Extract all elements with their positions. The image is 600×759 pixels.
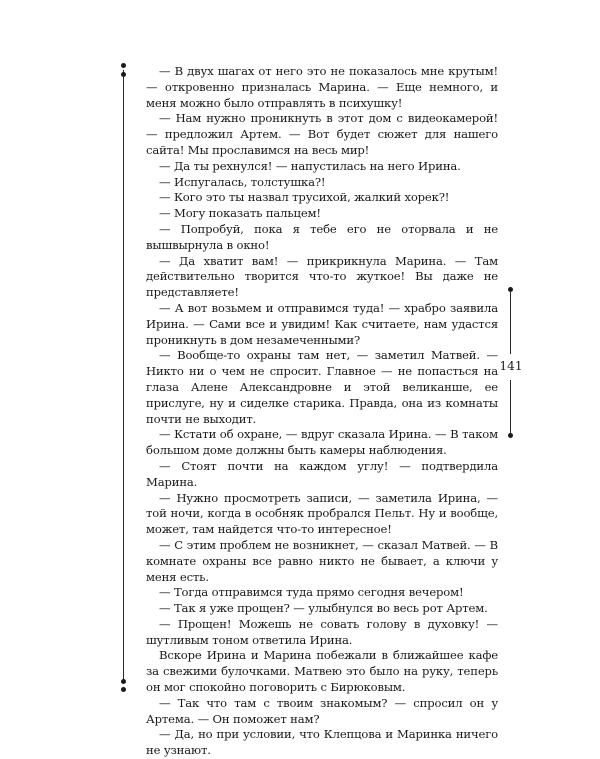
paragraph: — Нужно просмотреть записи, — заметила Ирина, — той ночи, когда в особняк пробрался Пельт. Ну и вообще, может, там найдется что-то интересное! xyxy=(146,490,498,537)
paragraph: — Испугалась, толстушка?! xyxy=(159,174,326,189)
paragraph: — Да, но при условии, что Клепцова и Маринка ничего не узнают. xyxy=(146,727,498,758)
rule-dot xyxy=(121,72,126,77)
paragraph: — Попробуй, пока я тебе его не оторвала и не вышвырнула в окно! xyxy=(146,221,498,252)
paragraph: — Могу показать пальцем! xyxy=(159,206,321,221)
paragraph: — В двух шагах от него это не показалось мне крутым! — откровенно призналась Марина. — Еще немного, и меня можно было отправлять в психушку! xyxy=(146,64,498,110)
paragraph: — Вообще-то охраны там нет, — заметил Матвей. — Никто ни о чем не спросит. Главное — не попасться на глаза Алене Александровне и этой великанше, ее прислуге, ну и сиделке старика. Правда, она из комнаты почти не выходит. xyxy=(146,348,498,426)
page-number: 141 xyxy=(499,359,523,373)
folio-rule-top xyxy=(510,292,511,354)
paragraph: Вскоре Ирина и Марина побежали в ближайшее кафе за свежими булочками. Матвею это было на руку, теперь он мог спокойно поговорить с Бирюковым. xyxy=(146,648,498,695)
paragraph: — Нам нужно проникнуть в этот дом с видеокамерой! — предложил Артем. — Вот будет сюжет для нашего сайта! Мы прославимся на весь мир! xyxy=(146,111,498,157)
left-margin-rule xyxy=(123,70,124,680)
folio-rule-bottom xyxy=(510,380,511,436)
rule-dot xyxy=(121,687,126,692)
paragraph: — Так что там с твоим знакомым? — спросил он у Артема. — Он поможет нам? xyxy=(146,695,498,726)
body-text xyxy=(146,64,498,759)
paragraph: — Прощен! Можешь не совать голову в духовку! — шутливым тоном ответила Ирина. xyxy=(146,616,498,647)
paragraph: — Да ты рехнулся! — напустилась на него Ирина. xyxy=(159,158,461,173)
paragraph: — Да хватит вам! — прикрикнула Марина. — Там действительно творится что-то жуткое! Вы даже не представляете! xyxy=(146,253,498,300)
paragraph: — Стоят почти на каждом углу! — подтвердила Марина. xyxy=(146,458,498,489)
rule-dot xyxy=(121,63,126,68)
paragraph: — Так я уже прощен? — улыбнулся во весь рот Артем. xyxy=(159,601,488,616)
paragraph: — Кого это ты назвал трусихой, жалкий хорек?! xyxy=(159,190,450,205)
paragraph: — Тогда отправимся туда прямо сегодня вечером! xyxy=(159,585,464,600)
folio-dot xyxy=(508,433,513,438)
paragraph: — А вот возьмем и отправимся туда! — храбро заявила Ирина. — Сами все и увидим! Как считаете, нам удастся проникнуть в дом незамеченными? xyxy=(146,300,498,347)
paragraph: — Кстати об охране, — вдруг сказала Ирина. — В таком большом доме должны быть камеры наблюдения. xyxy=(146,427,498,458)
rule-dot xyxy=(121,679,126,684)
paragraph: — С этим проблем не возникнет, — сказал Матвей. — В комнате охраны все равно никто не бывает, а ключи у меня есть. xyxy=(146,537,498,584)
